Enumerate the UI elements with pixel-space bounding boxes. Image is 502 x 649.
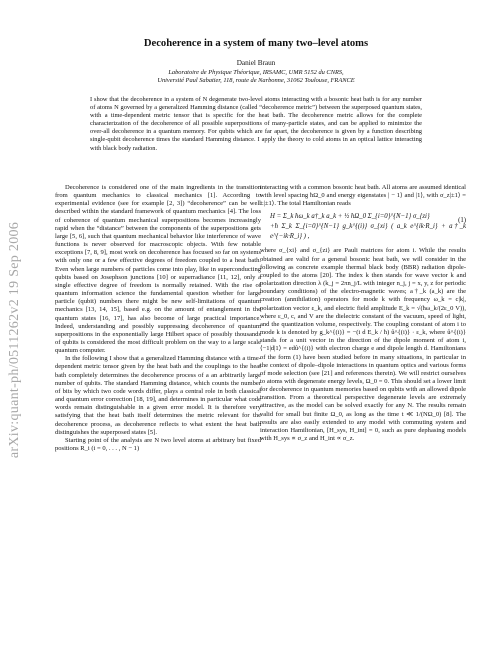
arxiv-identifier: arXiv:quant-ph/0511262v2 19 Sep 2006 [7, 221, 23, 459]
paper-header [30, 38, 482, 85]
author-name: Daniel Braun [236, 59, 276, 67]
model-paragraph-1: interacting with a common bosonic heat bath. All atoms are assumed identical with level spacing ħΩ_0 and energy eigenstates | − 1⟩ and |1⟩, with σ_z|±1⟩ = ±|±1⟩. The total Hamiltonian reads [260, 184, 466, 208]
abstract: I show that the decoherence in a system of N degenerate two-level atoms interacting with a bosonic heat bath is for any number of atoms N governed by a generalized Hamming distance (called “decoherence metric”) between the superposed quantum states, with a time-dependent metric tensor that is specific for the heat bath. The decoherence metric allows for the complete characterization of the decoherence of all possible superpositions of many-particle states, and can be applied to minimize the over-all decoherence in a quantum memory. For qubits which are far apart, the decoherence is given by a function describing single-qubit decoherence times the standard Hamming distance. I apply the theory to cold atoms in an optical lattice interacting with black body radiation. [90, 96, 422, 152]
affiliation-line-2: Université Paul Sabatier, 118, route de Narbonne, 31062 Toulouse, FRANCE [157, 77, 355, 85]
equation-line-2: +ħ Σ_k Σ_{i=0}^{N−1} g_k^{(i)} σ_{xi} ( a_k e^{ik·R_i} + a†_k e^{−ik·R_i} ) , [270, 223, 466, 241]
intro-paragraph-1: Decoherence is considered one of the main ingredients in the transition from quantum mechanics to classical mechanics [1]. According to experimental evidence (see for example [2, 3]) “decoherence” can be well described within the standard framework of quantum mechanics [4]. The loss of coherence of quantum mechanical superpositions becomes increasingly rapid when the “distance” between the components of the superpositions gets large [5, 6], such that quantum mechanical behavior like interference of wave functions is never observed for macroscopic objects. With few notable exceptions [7, 8, 9], most work on decoherence has focused so far on systems with only one or a few effective degrees of freedom coupled to a heat bath. Even when large numbers of particles come into play, like in superconducting qubits based on Josephson junctions [10] or superradiance [11, 12], only a single effective degree of freedom is normally retained. With the rise of quantum information science the fundamental question whether for large particle (qubit) numbers there might be new self-limitations of quantum mechanics [13, 14, 15], based e.g. on the amount of entanglement in the quantum states [16, 17], has also become of large practical importance. Indeed, understanding and possibly suppressing decoherence of quantum superpositions in the exponentially large Hilbert space of possibly thousands of qubits is considered the most difficult problem on the way to a large scale quantum computer. [55, 184, 261, 355]
equation-number: (1) [458, 217, 466, 225]
intro-paragraph-3: Starting point of the analysis are N two level atoms at arbitrary but fixed positions R_i (i = 0, . . . , N − 1) [55, 436, 261, 452]
intro-paragraph-2: In the following I show that a generalized Hamming distance with a time-dependent metric tensor given by the heat bath and the couplings to the heat bath completely determines the decoherence process of a an arbitrarily large number of qubits. The standard Hamming distance, which counts the number of bits by which two code words differ, plays a central role in both classical and quantum error correction [18, 19], and determines in particular what code words remain distinguishable in a given error model. It is therefore very satisfying that the heat bath itself determines the metric relevant for the decoherence process, as decoherence reflects to what extent the heat bath distinguishes the superposed states [5]. [55, 355, 261, 436]
paper-title: Decoherence in a system of many two–level atoms [143, 38, 369, 49]
left-column [55, 184, 261, 453]
equation-line-1: H = Σ_k ħω_k a†_k a_k + ½ ħΩ_0 Σ_{i=0}^{N−1} σ_{zi} [270, 213, 430, 221]
model-paragraph-2: where σ_{xi} and σ_{zi} are Pauli matrices for atom i. While the results obtained are valid for a general bosonic heat bath, we will consider in the following as concrete example thermal black body (BBR) radiation dipole-coupled to the atoms [20]. The index k then stands for wave vector k and polarization direction λ (k_j = 2πn_j/L with integer n_j, j = x, y, z for periodic boundary conditions) of the electro-magnetic waves; a†_k (a_k) are the creation (annihilation) operators for mode k with frequency ω_k = c|k|, polarization vector ε_k, and electric field amplitude E_k = √(ħω_k/(2ε_0 V)), where ε_0, c, and V are the dielectric constant of the vacuum, speed of light, and the quantization volume, respectively. The coupling constant of atom i to mode k is denoted by g_k^{(i)} = −(i d E_k / ħ) û^{(i)} · ε_k, where û^{(i)} stands for a unit vector in the direction of the dipole moment of atom i, ⟨−1|d|1⟩ = edû^{(i)} with electron charge e and dipole length d. Hamiltonians of the form (1) have been studied before in many situations, in particular in the context of dipole–dipole interactions in quantum optics and various forms of mode selection (see [21] and references therein). We will restrict ourselves to atoms with degenerate energy levels, Ω_0 = 0. This should set a lower limit for decoherence in quantum memories based on qubits with an allowed dipole transition. From a theoretical perspective degenerate levels are extremely attractive, as the model can be solved exactly for any N. The results remain valid for small but finite Ω_0, as long as the time t ≪ 1/(NΩ_0) [8]. The results are also easily extended to any model with commuting system and interaction Hamiltonian, [H_sys, H_int] = 0, such as pure dephasing models with H_sys ∝ σ_z and H_int ∝ σ_z. [260, 247, 466, 443]
hamiltonian-equation [260, 212, 466, 242]
right-column [260, 184, 466, 443]
arxiv-identifier-stamp [2, 170, 28, 510]
affiliation-line-1: Laboratoire de Physique Théorique, IRSAMC, UMR 5152 du CNRS, [168, 69, 344, 76]
